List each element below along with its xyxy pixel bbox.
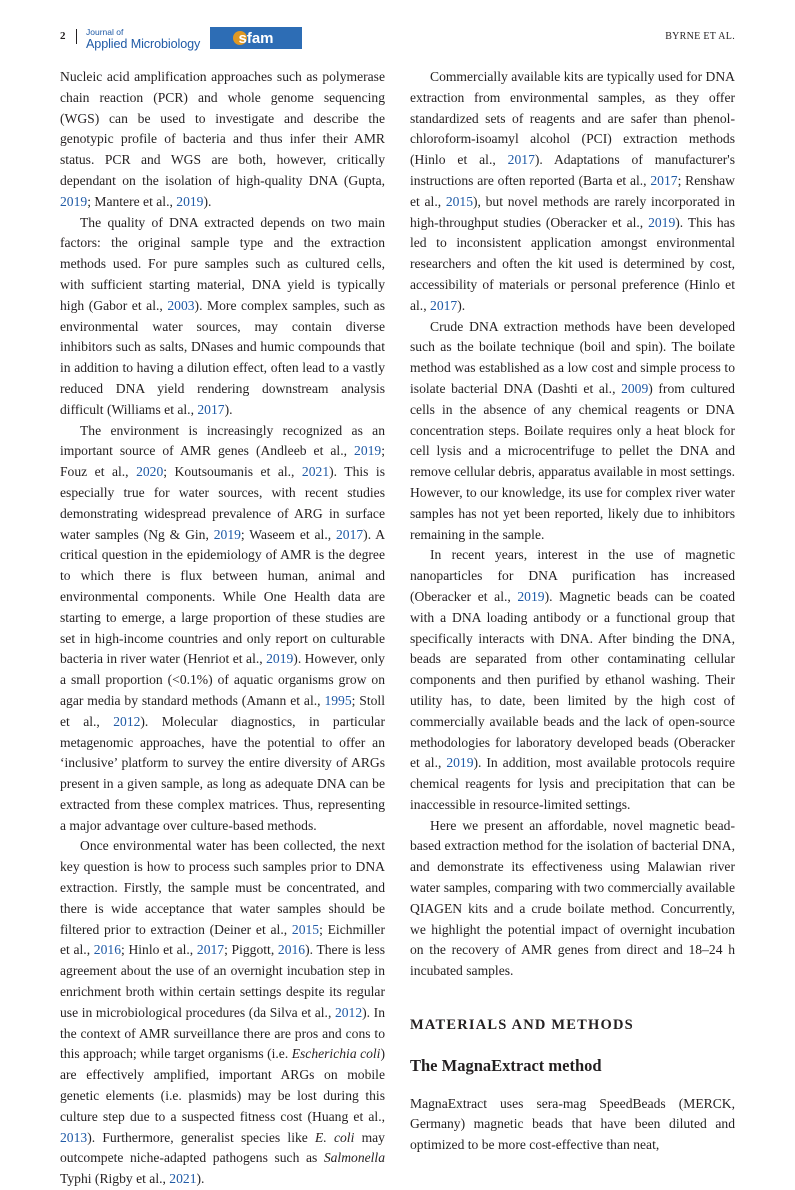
citation-link[interactable]: 2016 <box>93 942 121 958</box>
citation-link[interactable]: 2019 <box>446 755 474 771</box>
paragraph <box>410 67 735 317</box>
text-run: may outcompete niche-adapted pathogens such as <box>60 1129 385 1166</box>
journal-title-line1: Journal of <box>86 27 124 37</box>
right-text-column <box>410 67 735 1156</box>
text-run: ). In addition, most available protocols require chemical reagents for lysis and precipitation that can be inaccessible in resource-limited settings. <box>410 755 736 812</box>
text-run: ; Fouz et al., <box>60 443 385 480</box>
paragraph <box>60 421 385 837</box>
text-run: ). Furthermore, generalist species like <box>87 1129 316 1145</box>
text-run: ). <box>203 193 212 209</box>
text-run: ). However, only a small proportion (<0.1%) of aquatic organisms grow on agar media by standard methods (Amann et al., <box>60 651 385 708</box>
citation-link[interactable]: 2021 <box>169 1171 197 1187</box>
text-run: ). <box>224 401 233 417</box>
text-run: ; Eichmiller et al., <box>60 921 385 958</box>
citation-link[interactable]: 2019 <box>517 588 545 604</box>
citation-link[interactable]: 1995 <box>324 692 352 708</box>
citation-link[interactable]: 2017 <box>650 172 678 188</box>
text-run: ). A critical question in the epidemiology of AMR is the degree to which there is flux between human, animal and environmental components. While One Health data are starting to emerge, a large proportion of these studies are set in high-income countries and only report on culturable bacteria in river water (Henriot et al., <box>60 526 386 667</box>
text-run: ). Adaptations of manufacturer's instructions are often reported (Barta et al., <box>410 152 735 188</box>
italic-term: Salmonella <box>323 1150 385 1166</box>
text-run: ). <box>196 1171 205 1187</box>
citation-link[interactable]: 2017 <box>507 152 535 168</box>
text-run: The quality of DNA extracted depends on two main factors: the original sample type and the extraction methods used. For pure samples such as cultured cells, with sufficient starting material, DNA yield is typically high (Gabor et al., <box>60 214 385 313</box>
journal-title[interactable] <box>86 28 200 50</box>
section-heading: MATERIALS AND METHODS <box>410 1017 634 1034</box>
citation-link[interactable]: 2012 <box>113 713 141 729</box>
text-run: ). In the context of AMR surveillance there are pros and cons to this approach; while target organisms (i.e. <box>60 1004 385 1062</box>
citation-link[interactable]: 2012 <box>334 1004 363 1020</box>
text-run: Commercially available kits are typically used for DNA extraction from environmental samples, as they offer standardized sets of reagents and are safer than phenol-chloroform-isoamyl alcohol (PCI) extraction methods (Hinlo et al., <box>410 69 735 168</box>
text-run: ) from cultured cells in the absence of any chemical reagents or DNA concentration steps. Boilate requires only a heat block for cell lysis and a microcentrifuge to pellet the DNA and remove cellular debris, apparatus available in most settings. However, to our knowledge, its use for complex river water samples has not yet been reported, likely due to inhibitors remaining in the sample. <box>410 380 736 542</box>
paragraph <box>410 1094 735 1156</box>
italic-term: Escherichia coli <box>291 1046 381 1062</box>
citation-link[interactable]: 2021 <box>301 464 330 480</box>
text-run: Once environmental water has been collected, the next key question is how to process such samples prior to DNA extraction. Firstly, the sample must be concentrated, and there is wide acceptance that water samples should be filtered prior to extraction (Deiner et al., <box>60 838 385 937</box>
text-run: ). More complex samples, such as environmental water sources, may contain diverse inhibitors such as salts, DNases and humic compounds that in addition to having a dilution effect, often lead to a vastly reduced DNA yield rendering downstream analysis difficult (Williams et al., <box>60 297 385 417</box>
text-run: ) are effectively amplified, important ARGs on mobile genetic elements (i.e. plasmids) may be lost during this culture step due to a suspected fitness cost (Huang et al., <box>60 1046 385 1124</box>
text-run: ; Mantere et al., <box>87 193 177 209</box>
running-header <box>60 27 735 60</box>
citation-link[interactable]: 2009 <box>621 380 649 396</box>
text-run: In recent years, interest in the use of magnetic nanoparticles for DNA purification has increased (Oberacker et al., <box>410 547 735 604</box>
paragraph <box>410 816 735 982</box>
journal-title-line2: Applied Microbiology <box>86 36 201 51</box>
citation-link[interactable]: 2019 <box>213 526 241 542</box>
citation-link[interactable]: 2019 <box>60 193 88 209</box>
text-run: Here we present an affordable, novel magnetic bead-based extraction method for the isolation of bacterial DNA, and demonstrate its effectiveness using Malawian river water samples, comparing with two commercially available QIAGEN kits and a crude boilate method. Concurrently, we highlight the potential impact of overnight incubation on the recovery of AMR genes from direct and 18–24 h incubated samples. <box>410 817 735 979</box>
text-run: MagnaExtract uses sera-mag SpeedBeads (MERCK, Germany) magnetic beads that have been diluted and optimized to be more cost-effective than neat, <box>410 1095 735 1153</box>
text-run: ; Hinlo et al., <box>120 942 197 958</box>
citation-link[interactable]: 2020 <box>136 464 164 480</box>
text-run: ), but novel methods are rarely incorporated in high-throughput studies (Oberacker et al., <box>410 193 735 230</box>
citation-link[interactable]: 2017 <box>197 401 225 417</box>
citation-link[interactable]: 2003 <box>167 297 195 313</box>
paragraph <box>60 836 385 1190</box>
text-run: ; Renshaw et al., <box>410 172 735 209</box>
citation-link[interactable]: 2016 <box>277 942 306 958</box>
citation-link[interactable]: 2019 <box>266 651 294 667</box>
citation-link[interactable]: 2015 <box>445 193 473 209</box>
left-text-column <box>60 67 385 1190</box>
paragraph <box>410 317 735 546</box>
text-run: Crude DNA extraction methods have been developed such as the boilate technique (boil and spin). The boilate method was established as a low cost and simple process to isolate bacterial DNA (Dashti et al., <box>410 318 735 396</box>
svg-text:sfam: sfam <box>238 30 274 47</box>
citation-link[interactable]: 2019 <box>176 193 204 209</box>
text-run: ). There is less agreement about the use of an overnight incubation step in enrichment broth within certain settings despite its regular use in microbiological procedures (da Silva et al., <box>60 942 385 1020</box>
text-run: Nucleic acid amplification approaches such as polymerase chain reaction (PCR) and whole genome sequencing (WGS) can be used to investigate and describe the genotypic profile of bacteria and thus infer their AMR status. PCR and WGS are both, however, critically dependant on the isolation of high-quality DNA (Gupta, <box>60 69 385 188</box>
text-run: ). This has led to inconsistent application amongst environmental researchers and often the kit used is determined by cost, accessibility of materials or personal preference (Hinlo et al., <box>410 214 735 313</box>
text-run: ). This is especially true for water sources, with recent studies demonstrating widespread prevalence of ARG in surface water samples (Ng & Gin, <box>60 464 385 542</box>
text-run: ). Molecular diagnostics, in particular metagenomic approaches, have the potential to offer an ‘inclusive’ platform to survey the entire diversity of ARGs present in a given sample, as long as adequate DNA can be extracted from these complex matrices. Thus, representing a major advantage over culture-based methods. <box>60 713 385 833</box>
citation-link[interactable]: 2017 <box>430 297 458 313</box>
text-run: ). Magnetic beads can be coated with a DNA loading antibody or a functional group that specifically interacts with DNA. After binding the DNA, beads are separated from other contaminating cellular components and then purified by ethanol washing. Their utility has, to date, been limited by the high cost of commercially available beads and the lack of open-source methodologies for laboratory developed beads (Oberacker et al., <box>410 588 735 771</box>
text-run: ; Koutsoumanis et al., <box>163 464 302 480</box>
text-run: ). <box>457 297 466 313</box>
header-separator <box>76 29 77 44</box>
text-run: ; Stoll et al., <box>60 692 385 729</box>
text-run: The environment is increasingly recognized as an important source of AMR genes (Andleeb et al., <box>60 422 385 459</box>
paragraph <box>60 67 385 213</box>
text-run: ; Piggott, <box>224 942 278 958</box>
text-run: ; Waseem et al., <box>240 526 336 542</box>
running-author: BYRNE ET AL. <box>665 31 735 42</box>
citation-link[interactable]: 2017 <box>335 526 364 542</box>
page-number: 2 <box>60 30 66 42</box>
subsection-heading: The MagnaExtract method <box>410 1055 602 1075</box>
citation-link[interactable]: 2019 <box>354 443 382 459</box>
paragraph <box>60 213 385 421</box>
italic-term: E. coli <box>315 1129 355 1145</box>
text-run: Typhi (Rigby et al., <box>60 1171 170 1187</box>
citation-link[interactable]: 2013 <box>60 1129 88 1145</box>
citation-link[interactable]: 2015 <box>291 921 320 937</box>
paragraph <box>410 545 735 815</box>
sfam-logo-icon <box>210 27 302 49</box>
citation-link[interactable]: 2017 <box>196 942 225 958</box>
citation-link[interactable]: 2019 <box>648 214 676 230</box>
